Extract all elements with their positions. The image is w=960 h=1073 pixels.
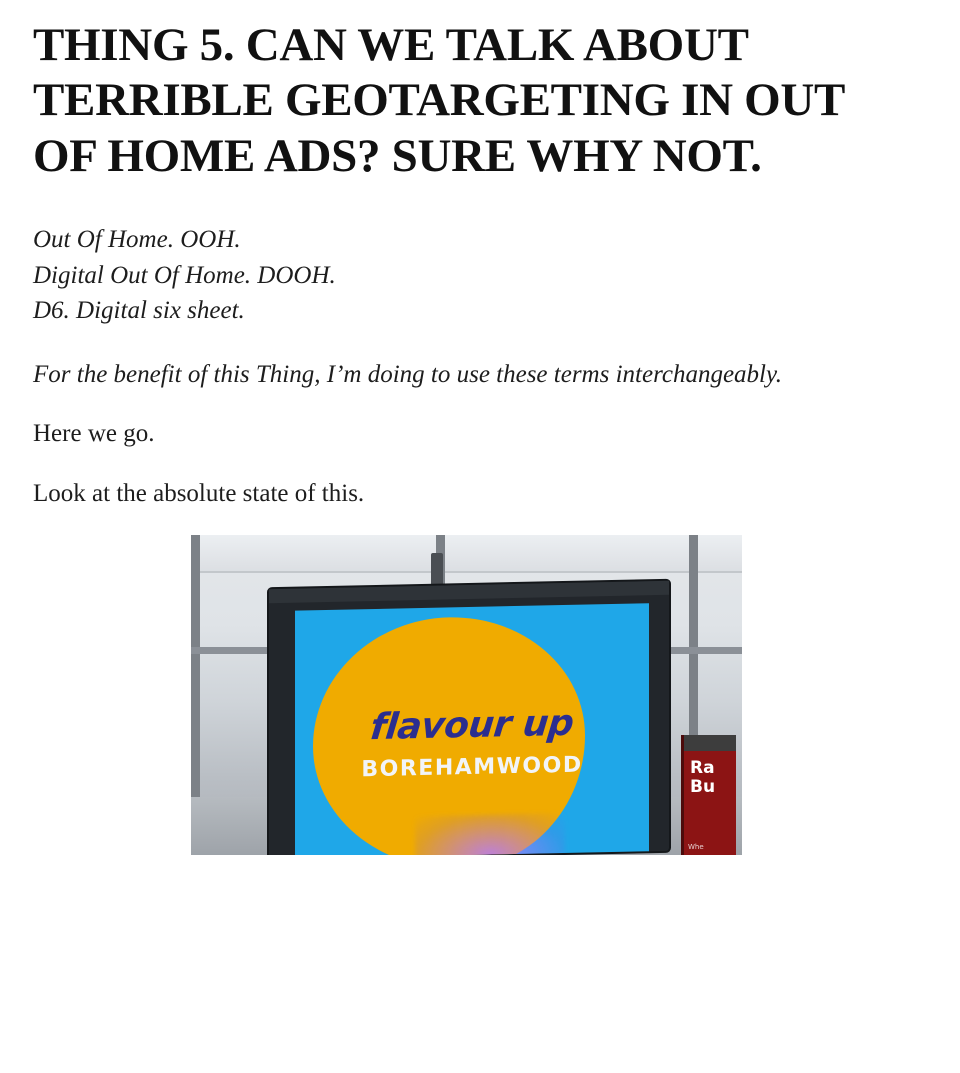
term-line-dooh: Digital Out Of Home. DOOH.	[33, 261, 336, 289]
paragraph-here-we-go: Here we go.	[33, 420, 155, 448]
digital-six-sheet-photo	[191, 535, 742, 855]
ceiling-fixture	[431, 553, 443, 589]
paragraph-interchangeably: For the benefit of this Thing, I’m doing to use these terms interchangeably.	[33, 360, 782, 388]
side-poster-footer: Whe	[688, 843, 704, 852]
ad-screen	[295, 604, 649, 856]
ceiling-band	[191, 535, 742, 573]
article-figure	[33, 535, 900, 855]
paragraph-look-at-state: Look at the absolute state of this.	[33, 479, 365, 507]
side-poster-text	[690, 759, 715, 796]
paragraph-spacer	[33, 329, 900, 357]
ad-headline: flavour up	[368, 703, 576, 749]
side-poster-header	[684, 735, 736, 751]
side-poster	[681, 735, 736, 855]
term-line-ooh: Out Of Home. OOH.	[33, 226, 241, 254]
term-line-d6: D6. Digital six sheet.	[33, 297, 245, 325]
ad-glow	[415, 813, 565, 855]
screen-housing	[269, 581, 669, 855]
page-title: THING 5. CAN WE TALK ABOUT TERRIBLE GEOTARGETING IN OUT OF HOME ADS? SURE WHY NOT.	[33, 19, 845, 182]
side-poster-line2: Bu	[690, 777, 716, 798]
ad-location-label: BOREHAMWOOD	[361, 752, 583, 783]
side-poster-line1: Ra	[690, 758, 715, 779]
